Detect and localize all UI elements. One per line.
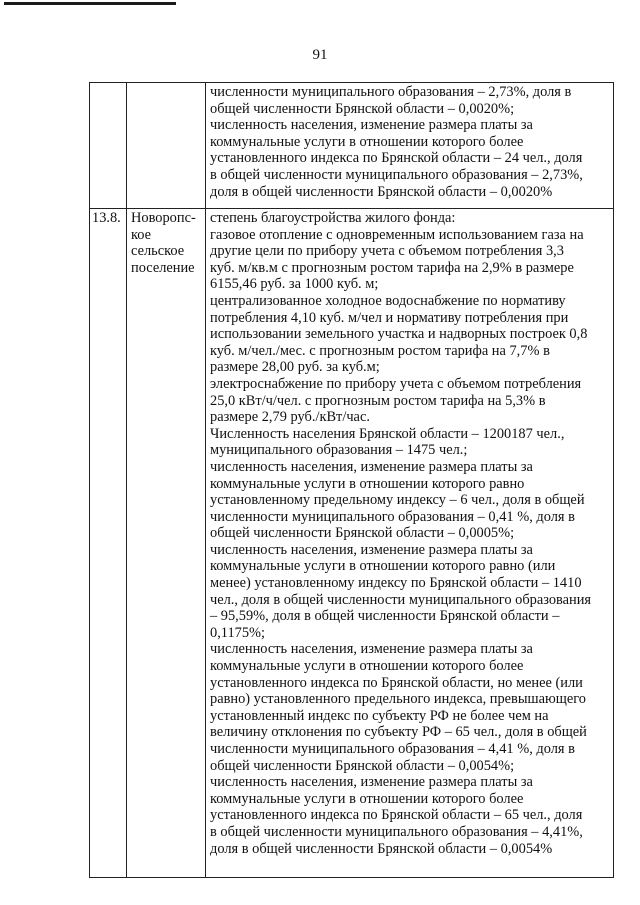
row-number-cell (90, 209, 127, 878)
description-line: численность населения, изменение размера платы за (210, 458, 533, 475)
page-number: 91 (312, 47, 328, 63)
description-line: численность населения, изменение размера платы за (210, 117, 533, 134)
description-line: 0,1175%; (210, 624, 266, 641)
description-line: чел., доля в общей численности муниципального образования (210, 591, 592, 608)
table-row-13-8 (90, 209, 614, 878)
description-line: численность населения, изменение размера платы за (210, 641, 533, 658)
description-line: коммунальные услуги в отношении которого равно (210, 475, 525, 492)
description-line: численности муниципального образования – 2,73%, доля в (210, 84, 572, 100)
description-line: другие цели по прибору учета с объемом потребления 3,3 (210, 243, 564, 260)
description-line: установленному предельному индексу – 6 чел., доля в общей (210, 492, 585, 509)
description-line: куб. м/кв.м с прогнозным ростом тарифа на 2,9% в размере (210, 259, 574, 276)
description-line: использовании земельного участка и надворных построек 0,8 (210, 326, 588, 343)
description-line: доля в общей численности Брянской области – 0,0020% (210, 183, 553, 200)
description-line: размере 28,00 руб. за куб.м; (210, 359, 380, 376)
settlement-name-line: кое (131, 226, 152, 243)
row-name-cell (127, 83, 206, 209)
description-line: в общей численности муниципального образования – 2,73%, (210, 166, 583, 183)
row-number-cell (90, 83, 127, 209)
description-line: степень благоустройства жилого фонда: (210, 210, 456, 226)
description-line: газовое отопление с одновременным использованием газа на (210, 226, 584, 243)
description-line: коммунальные услуги в отношении которого более (210, 790, 524, 807)
description-line: централизованное холодное водоснабжение по нормативу (210, 292, 566, 309)
description-line: равно) установленного предельного индекса, превышающего (210, 691, 586, 708)
description-line: численности муниципального образования – 0,41 %, доля в (210, 508, 575, 525)
description-line: общей численности Брянской области – 0,0020%; (210, 100, 515, 117)
description-line: менее) установленному индексу по Брянской области – 1410 (210, 575, 582, 592)
description-line: размере 2,79 руб./кВт/час. (210, 409, 370, 426)
description-line: установленного индекса по Брянской области, но менее (или (210, 674, 583, 691)
description-line: – 95,59%, доля в общей численности Брянской области – (210, 608, 560, 625)
description-line: 6155,46 руб. за 1000 куб. м; (210, 276, 379, 293)
description-line: электроснабжение по прибору учета с объемом потребления (210, 375, 582, 392)
description-line: численность населения, изменение размера платы за (210, 541, 533, 558)
document-table (89, 82, 614, 878)
description-line: численность населения, изменение размера платы за (210, 774, 533, 791)
description-line: муниципального образования – 1475 чел.; (210, 442, 468, 459)
description-line: коммунальные услуги в отношении которого более (210, 658, 524, 675)
description-line: установленный индекс по субъекту РФ не более чем на (210, 707, 549, 724)
settlement-name-line: Новоропс- (131, 210, 196, 226)
table-row-continued (90, 83, 614, 209)
description-line: численности муниципального образования – 4,41 %, доля в (210, 741, 575, 757)
settlement-name-line: сельское (131, 243, 185, 260)
description-cell (206, 83, 614, 209)
top-rule (4, 2, 176, 5)
description-cell (206, 209, 614, 878)
description-line: общей численности Брянской области – 0,0005%; (210, 525, 515, 542)
row-name-cell (127, 209, 206, 878)
description-line: 25,0 кВт/ч/чел. с прогнозным ростом тарифа на 5,3% в (210, 392, 546, 409)
description-line: куб. м/чел./мес. с прогнозным ростом тарифа на 7,7% в (210, 342, 550, 359)
description-line: величину отклонения по субъекту РФ – 65 чел., доля в общей (210, 724, 587, 741)
description-line: коммунальные услуги в отношении которого более (210, 133, 524, 150)
settlement-name-line: поселение (131, 259, 195, 276)
description-line: Численность населения Брянской области – 1200187 чел., (210, 425, 565, 442)
description-line: доля в общей численности Брянской области – 0,0054% (210, 840, 553, 857)
description-line: установленного индекса по Брянской области – 65 чел., доля (210, 807, 583, 824)
description-line: установленного индекса по Брянской области – 24 чел., доля (210, 150, 583, 167)
description-line: в общей численности муниципального образования – 4,41%, (210, 823, 583, 840)
description-line: общей численности Брянской области – 0,0054%; (210, 757, 515, 774)
description-line: потребления 4,10 куб. м/чел и нормативу потребления при (210, 309, 569, 326)
row-number: 13.8. (92, 210, 121, 226)
description-line: коммунальные услуги в отношении которого равно (или (210, 558, 556, 575)
